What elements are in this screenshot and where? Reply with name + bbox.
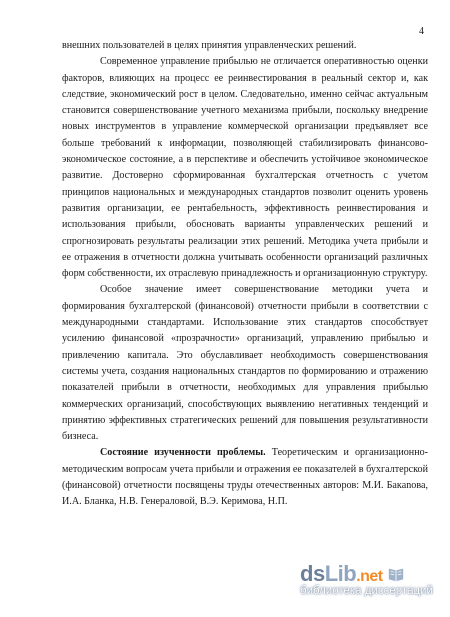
paragraph-text: Теоретическим и организационно-методическим вопросам учета прибыли и отражения ее показателей в бухгалтерской (финансовой) отчетности посвящены труды отечественных авторов: М.И. Бакanова, И.А. Бланка, Н.В. Генераловой, В.Э. Керимова, Н.П. [62, 447, 428, 508]
watermark-brand-ds: ds [300, 561, 325, 586]
watermark-brand-row [300, 561, 405, 587]
paragraph-text: Современное управление прибылью не отличается оперативностью оценки факторов, влияющих на процесс ее реинвестирования в реальный сектор и, как следствие, экономический рост в целом. Следовательно, именно сейчас актуальным становится совершенствование учетного механизма прибыли, поскольку внедрение новых инструментов в управление коммерческой организации предъявляет все больше требований к информации, позволяющей стабилизировать финансово-экономическое состояние, а в перспективе и обеспечить устойчивое экономическое развитие. Достоверно сформированная бухгалтерская отчетность с учетом принципов национальных и международных стандартов позволит оценить уровень развития организации, ее рентабельность, эффективность реинвестирования и использования прибыли, обосновать варианты управленческих решений и спрогнозировать результаты реализации этих решений. Методика учета прибыли и ее отражения в отчетности должна учитывать особенности организаций различных форм собственности, их отраслевую принадлежность и организационную структуру. [62, 56, 428, 280]
watermark-brand [300, 561, 383, 587]
book-icon [387, 565, 405, 583]
watermark-subtitle: библиотека диссертаций [300, 585, 433, 597]
document-body [62, 38, 428, 511]
paragraph [62, 54, 428, 282]
bold-heading-text: Состояние изученности проблемы. [100, 447, 266, 459]
watermark-brand-net: .net [356, 568, 383, 585]
paragraph-text: Особое значение имеет совершенствование методики учета и формирования бухгалтерской (финансовой) отчетности прибыли в соответствии с международными стандартами. Использование этих стандартов способствует усилению финансовой «прозрачности» организаций, управлению прибылью и привлечению капитала. Это обуславливает необходимость совершенствования системы учета, создания национальных стандартов по формированию и отражению показателей прибыли в отчетности, необходимых для управления прибылью коммерческих организаций, способствующих выявлению негативных тенденций и принятию эффективных стратегических решений для повышения результативности бизнеса. [62, 284, 428, 443]
page-number: 4 [419, 26, 424, 37]
paragraph [62, 445, 428, 510]
watermark-brand-lib: Lib [324, 561, 357, 586]
paragraph [62, 282, 428, 445]
dslib-watermark [300, 561, 440, 609]
paragraph [62, 38, 428, 54]
paragraph-text: внешних пользователей в целях принятия управленческих решений. [62, 40, 357, 51]
